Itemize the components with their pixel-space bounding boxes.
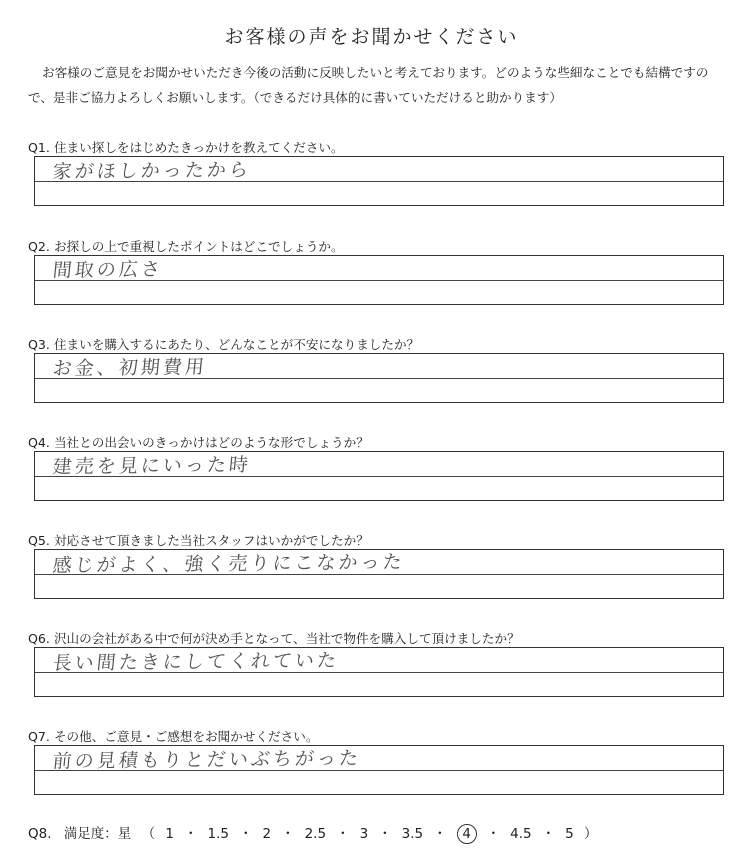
handwritten-answer: 長い間たきにしてくれていた	[51, 649, 341, 675]
scale-option[interactable]: 2.5	[304, 826, 327, 842]
question-text: 沢山の会社がある中で何が決め手となって、当社で物件を購入して頂けましたか？	[53, 631, 520, 646]
question-label: Q6.	[28, 631, 50, 646]
question-3	[28, 334, 419, 353]
question-5	[28, 530, 369, 549]
handwritten-answer: 家がほしかったから	[51, 158, 253, 184]
handwritten-answer: お金、初期費用	[51, 356, 208, 380]
handwritten-answer: 建売を見にいった時	[51, 453, 253, 479]
question-8	[28, 822, 604, 844]
scale-option[interactable]: 5	[565, 826, 574, 842]
scale-option[interactable]: 4.5	[510, 826, 532, 842]
question-label: Q7.	[28, 729, 50, 744]
scale-separator: ・	[184, 826, 198, 842]
scale-separator: ・	[378, 826, 392, 842]
question-label: Q2.	[28, 239, 50, 254]
question-text: 住まい探しをはじめたきっかけを教えてください。	[53, 140, 344, 155]
question-2	[28, 236, 344, 255]
answer-box-1[interactable]	[34, 156, 724, 206]
question-1	[28, 137, 344, 156]
scale-option[interactable]: 2	[262, 826, 272, 842]
handwritten-answer: 前の見積もりとだいぶちがった	[51, 747, 363, 773]
question-text: 満足度：星	[63, 826, 132, 842]
question-label: Q1.	[28, 140, 50, 155]
question-label: Q5.	[28, 533, 50, 548]
question-text: 当社との出会いのきっかけはどのような形でしょうか？	[53, 435, 369, 450]
form-intro: お客様のご意見をお聞かせいただき今後の活動に反映したいと考えております。どのような些細なことでも結構ですので、是非ご協力よろしくお願いします。（できるだけ具体的に書いていただけると助かります）	[28, 65, 709, 105]
answer-box-7[interactable]	[34, 745, 724, 795]
answer-box-6[interactable]	[34, 647, 724, 697]
answer-box-2[interactable]	[34, 255, 724, 305]
answer-box-3[interactable]	[34, 353, 724, 403]
scale-separator: ・	[336, 826, 350, 842]
answer-box-4[interactable]	[34, 451, 724, 501]
question-label: Q4.	[28, 435, 50, 450]
satisfaction-scale[interactable]	[165, 822, 573, 844]
scale-separator: ・	[486, 826, 501, 842]
form-title: お客様の声をお聞かせください	[224, 26, 519, 48]
question-text: その他、ご意見・ご感想をお聞かせください。	[53, 729, 319, 744]
scale-option[interactable]: 3	[359, 826, 369, 842]
close-paren: ）	[584, 826, 598, 842]
question-6	[28, 628, 520, 647]
question-4	[28, 432, 369, 451]
scale-option[interactable]: 1	[165, 826, 174, 842]
question-text: 対応させて頂きました当社スタッフはいかがでしたか？	[53, 533, 369, 548]
question-7	[28, 726, 318, 745]
scale-option[interactable]: 3.5	[401, 826, 424, 842]
scale-separator: ・	[238, 826, 253, 842]
open-paren: （	[141, 826, 156, 842]
question-label: Q8.	[28, 826, 52, 842]
handwritten-answer: 感じがよく、強く売りにこなかった	[51, 551, 406, 577]
scale-separator: ・	[281, 826, 295, 842]
handwritten-answer: 間取の広さ	[51, 258, 164, 282]
scale-option[interactable]: 1.5	[207, 826, 229, 842]
scale-separator: ・	[541, 826, 556, 842]
scale-separator: ・	[433, 826, 447, 842]
question-text: 住まいを購入するにあたり、どんなことが不安になりましたか？	[53, 337, 420, 352]
scale-option-selected[interactable]: 4	[457, 824, 477, 844]
question-label: Q3.	[28, 337, 50, 352]
question-text: お探しの上で重視したポイントはどこでしょうか。	[53, 239, 344, 254]
answer-box-5[interactable]	[34, 549, 724, 599]
